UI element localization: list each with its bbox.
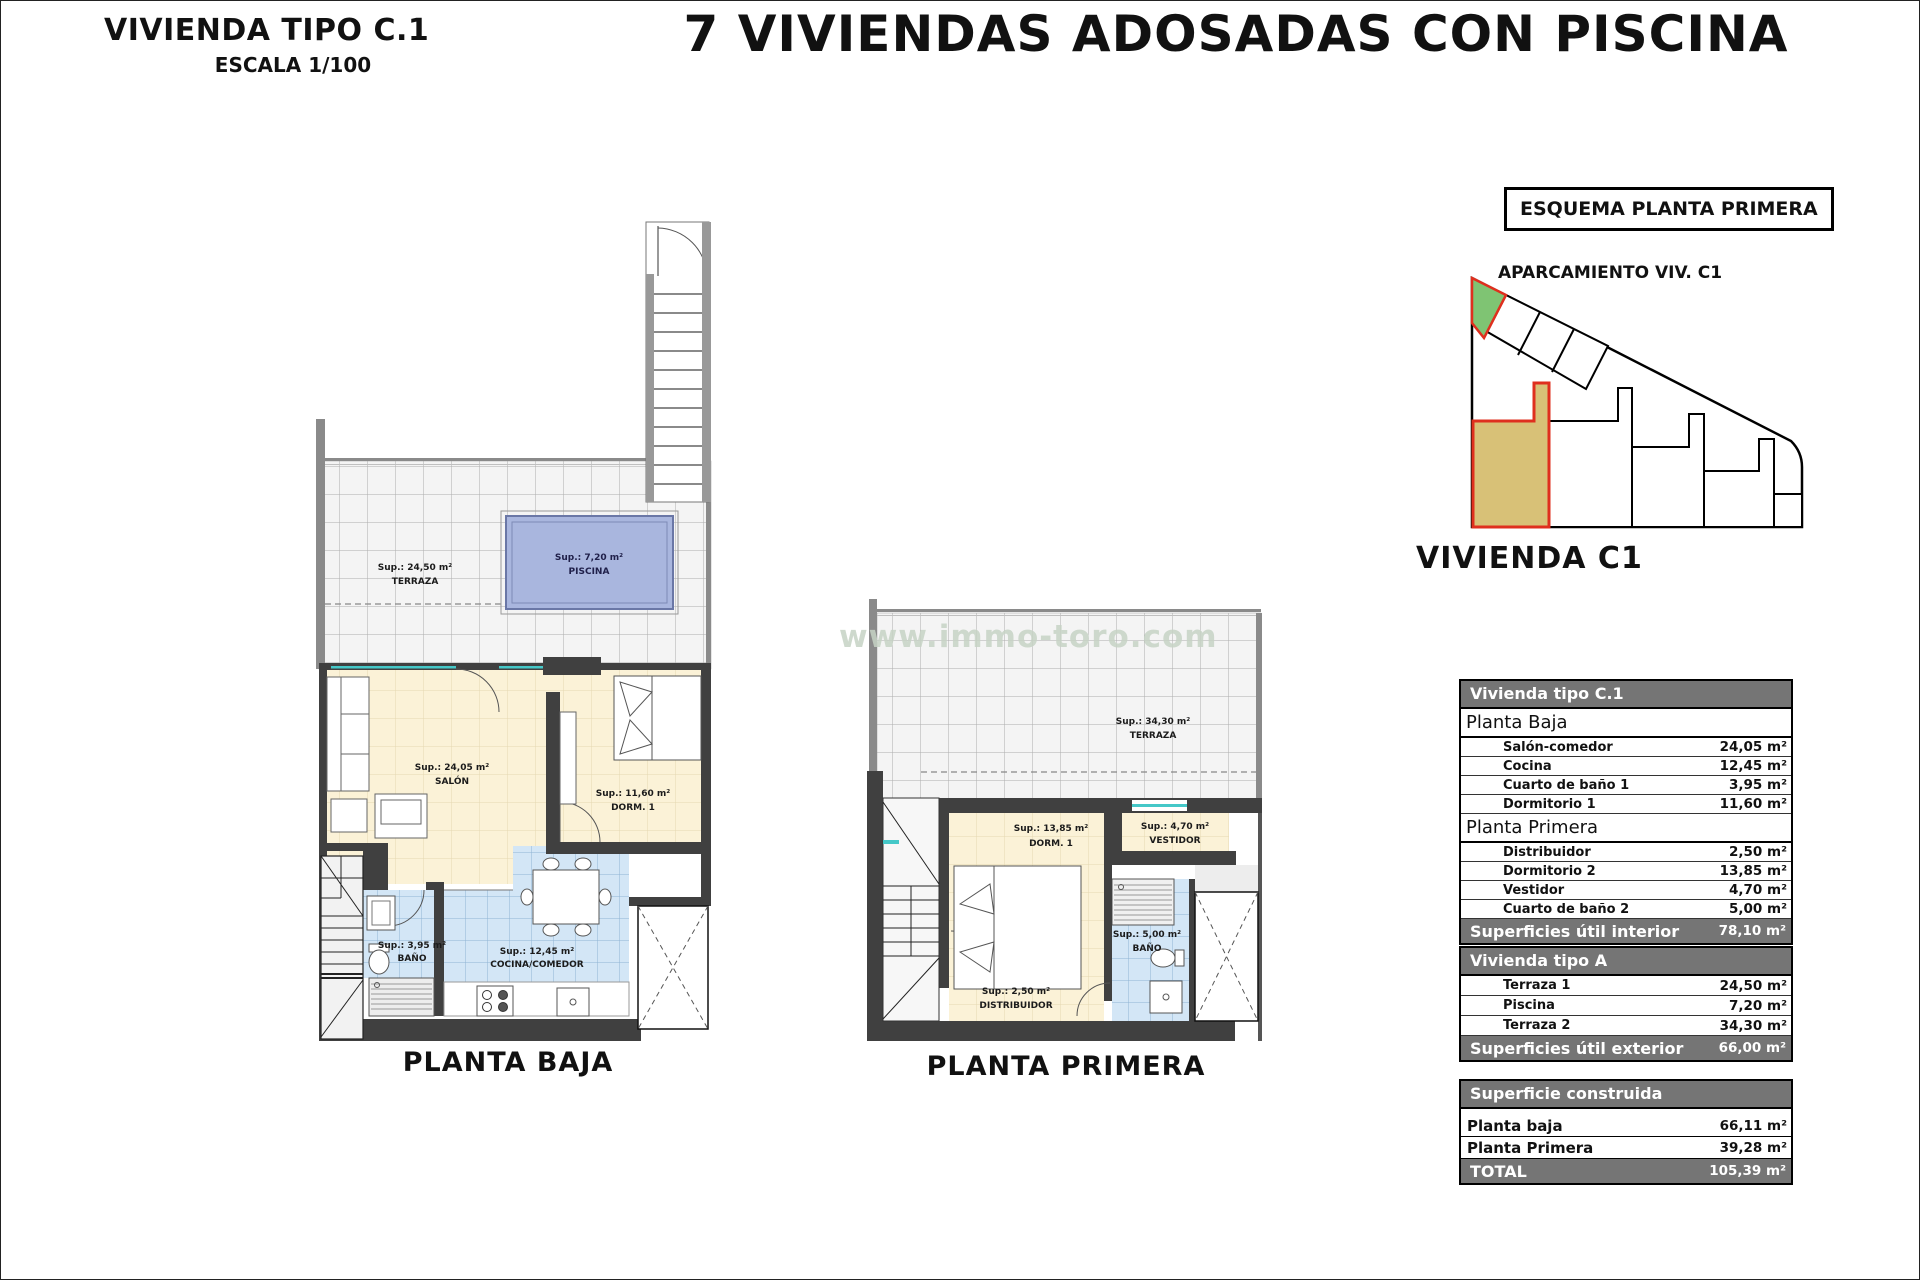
table-section-title: Planta Primera: [1461, 814, 1791, 843]
footer-label: TOTAL: [1470, 1161, 1527, 1181]
window-glazing: [331, 666, 456, 669]
wall-dorm-bath: [1104, 865, 1112, 1001]
row-label: Cocina: [1503, 758, 1552, 774]
window-glazing: [499, 666, 543, 669]
bath2-name-label: BAÑO: [1132, 944, 1162, 954]
wall-left: [867, 771, 883, 1041]
footer-label: Superficies útil exterior: [1470, 1038, 1684, 1058]
terrace-area-label: Sup.: 24,50 m²: [377, 563, 453, 573]
wall-bottom: [319, 1019, 641, 1041]
table-row: [1461, 776, 1791, 795]
row-label: Planta Primera: [1467, 1138, 1594, 1157]
row-label: Terraza 1: [1503, 978, 1571, 993]
distribuidor-name-label: DISTRIBUIDOR: [979, 1001, 1053, 1011]
terrace-fence: [877, 609, 1261, 612]
burner: [499, 991, 508, 1000]
chair: [575, 858, 591, 870]
shower2-tray: [1150, 981, 1182, 1013]
caption-planta-baja: PLANTA BAJA: [402, 1047, 614, 1078]
chair: [543, 924, 559, 936]
burner: [483, 991, 492, 1000]
dorm1-area-label: Sup.: 11,60 m²: [595, 789, 671, 799]
footer-value: 66,00 m²: [1718, 1040, 1786, 1056]
boundary-wall-right: [1256, 613, 1262, 801]
floor-plan-planta-baja: [311, 214, 716, 1049]
row-value: 34,30 m²: [1719, 1017, 1787, 1034]
kitchen-name-label: COCINA/COMEDOR: [490, 960, 584, 970]
parking-label: APARCAMIENTO VIV. C1: [1498, 263, 1723, 283]
distribuidor-area-label: Sup.: 2,50 m²: [981, 987, 1051, 997]
row-value: 39,28 m²: [1719, 1139, 1787, 1156]
window-glazing: [1132, 804, 1187, 807]
watermark: www.immo-toro.com: [839, 619, 1218, 655]
wall-bath-top: [426, 882, 444, 890]
scale-label: ESCALA 1/100: [214, 53, 372, 77]
table-footer: [1461, 1036, 1791, 1060]
unit-5: [1774, 494, 1802, 527]
table-interior-areas: [1459, 679, 1793, 945]
row-value: 3,95 m²: [1729, 777, 1787, 793]
stair-window: [883, 840, 899, 844]
terrace-name-label: TERRAZA: [391, 577, 439, 587]
table-row: [1461, 795, 1791, 814]
dorm2-area-label: Sup.: 13,85 m²: [1013, 824, 1089, 834]
row-value: 12,45 m²: [1719, 758, 1787, 774]
salon-area-label: Sup.: 24,05 m²: [414, 763, 490, 773]
wall-pillar: [543, 657, 601, 675]
table-row: [1461, 1016, 1791, 1036]
table-header: Vivienda tipo C.1: [1461, 681, 1791, 709]
toilet: [369, 950, 389, 974]
stove: [477, 986, 513, 1016]
table-row: [1461, 881, 1791, 900]
caption-planta-primera: PLANTA PRIMERA: [926, 1051, 1206, 1082]
sofa: [327, 677, 369, 791]
chair: [599, 889, 611, 905]
row-value: 24,50 m²: [1719, 977, 1787, 994]
armchair-seat: [381, 800, 421, 824]
wall-top: [934, 798, 1262, 813]
row-label: Salón-comedor: [1503, 739, 1613, 755]
table-row: [1461, 1115, 1791, 1137]
table-exterior-areas: [1459, 946, 1793, 1062]
wall-above-stair: [319, 843, 368, 851]
dorm1-name-label: DORM. 1: [611, 803, 655, 813]
chair: [575, 924, 591, 936]
gallery-strip: [1195, 865, 1258, 892]
table-row: [1461, 1137, 1791, 1159]
bed2: [954, 866, 1081, 989]
row-value: 4,70 m²: [1729, 882, 1787, 898]
table-row: [1461, 976, 1791, 996]
pool-name-label: PISCINA: [568, 567, 610, 577]
table-row: [1461, 757, 1791, 776]
esquema-title-box: ESQUEMA PLANTA PRIMERA: [1504, 187, 1834, 231]
wall-bottom: [867, 1021, 1235, 1041]
wall-salon-dorm: [546, 692, 560, 844]
chair: [521, 889, 533, 905]
side-table: [331, 799, 367, 832]
table-footer: [1461, 919, 1791, 943]
interior-staircase-pb: [321, 856, 363, 1039]
row-label: Dormitorio 1: [1503, 796, 1596, 812]
footer-value: 105,39 m²: [1709, 1163, 1786, 1179]
boundary-wall-left: [316, 419, 325, 669]
vestidor-area-label: Sup.: 4,70 m²: [1140, 822, 1210, 832]
wall-under-dorm: [546, 842, 711, 854]
kitchen-sink: [557, 988, 589, 1016]
dwelling-type-title: VIVIENDA TIPO C.1: [104, 13, 430, 48]
salon-name-label: SALÓN: [434, 777, 470, 787]
page-title: 7 VIVIENDAS ADOSADAS CON PISCINA: [683, 5, 1789, 63]
row-value: 7,20 m²: [1729, 997, 1787, 1014]
stair-planta-primera: [883, 798, 939, 1021]
footer-value: 78,10 m²: [1718, 923, 1786, 939]
site-key-plan: [1456, 261, 1821, 546]
row-label: Cuarto de baño 1: [1503, 777, 1630, 793]
wall-patio-left: [1189, 879, 1195, 1022]
patio-planta-baja: [638, 906, 708, 1029]
wall-dorm-vestidor: [1104, 813, 1122, 853]
wall-block: [363, 843, 388, 890]
bath2-area-label: Sup.: 5,00 m²: [1112, 930, 1182, 940]
vivienda-c1-label: VIVIENDA C1: [1416, 541, 1643, 576]
table-header: Superficie construida: [1461, 1081, 1791, 1109]
kitchen-area-label: Sup.: 12,45 m²: [499, 947, 575, 957]
row-value: 2,50 m²: [1729, 844, 1787, 860]
shower2: [1112, 879, 1174, 925]
stairwell: [321, 856, 363, 1039]
row-label: Vestidor: [1503, 882, 1565, 898]
wall-dorm-patio: [701, 842, 711, 905]
row-label: Distribuidor: [1503, 844, 1591, 860]
dorm2-name-label: DORM. 1: [1029, 839, 1073, 849]
kitchen-counter: [444, 982, 629, 1016]
wall-bath-kitchen: [434, 890, 444, 1016]
toilet2-tank: [1175, 950, 1184, 966]
pool-area-label: Sup.: 7,20 m²: [554, 553, 624, 563]
stair-wall-left: [646, 274, 654, 502]
stair-shaft: [646, 222, 709, 502]
chair: [543, 858, 559, 870]
stair-wall-right: [702, 222, 711, 502]
table-footer: [1461, 1159, 1791, 1183]
entry-staircase: [646, 222, 711, 502]
row-value: 5,00 m²: [1729, 901, 1787, 917]
bath-name-label: BAÑO: [397, 954, 427, 964]
terrace-area-label: Sup.: 34,30 m²: [1115, 717, 1191, 727]
wall-under-vestidor: [1104, 851, 1236, 865]
table-header: Vivienda tipo A: [1461, 948, 1791, 976]
footer-label: Superficies útil interior: [1470, 921, 1680, 941]
table-built-area: [1459, 1079, 1793, 1185]
burner: [483, 1003, 492, 1012]
row-label: Dormitorio 2: [1503, 863, 1596, 879]
table-row: [1461, 738, 1791, 757]
terrace-name-label: TERRAZA: [1129, 731, 1177, 741]
row-label: Terraza 2: [1503, 1018, 1571, 1033]
wall-above-patio: [629, 897, 711, 906]
table-section-title: Planta Baja: [1461, 709, 1791, 738]
burner: [499, 1003, 508, 1012]
dining-table: [533, 870, 599, 924]
wardrobe: [560, 712, 576, 804]
bath-area-label: Sup.: 3,95 m²: [377, 941, 447, 951]
table-row: [1461, 843, 1791, 862]
patio-planta-primera: [1195, 892, 1258, 1021]
bath-sink-basin: [372, 901, 390, 925]
row-value: 24,05 m²: [1719, 739, 1787, 755]
row-label: Planta baja: [1467, 1116, 1563, 1135]
table-row: [1461, 996, 1791, 1016]
terrace-fence-inner: [877, 615, 1261, 616]
table-row: [1461, 862, 1791, 881]
row-value: 13,85 m²: [1719, 863, 1787, 879]
row-value: 66,11 m²: [1719, 1117, 1787, 1134]
row-value: 11,60 m²: [1719, 796, 1787, 812]
vestidor-name-label: VESTIDOR: [1149, 836, 1201, 846]
row-label: Piscina: [1503, 998, 1555, 1013]
table-row: [1461, 900, 1791, 919]
row-label: Cuarto de baño 2: [1503, 901, 1630, 917]
wall-stair-dorm: [939, 813, 949, 988]
